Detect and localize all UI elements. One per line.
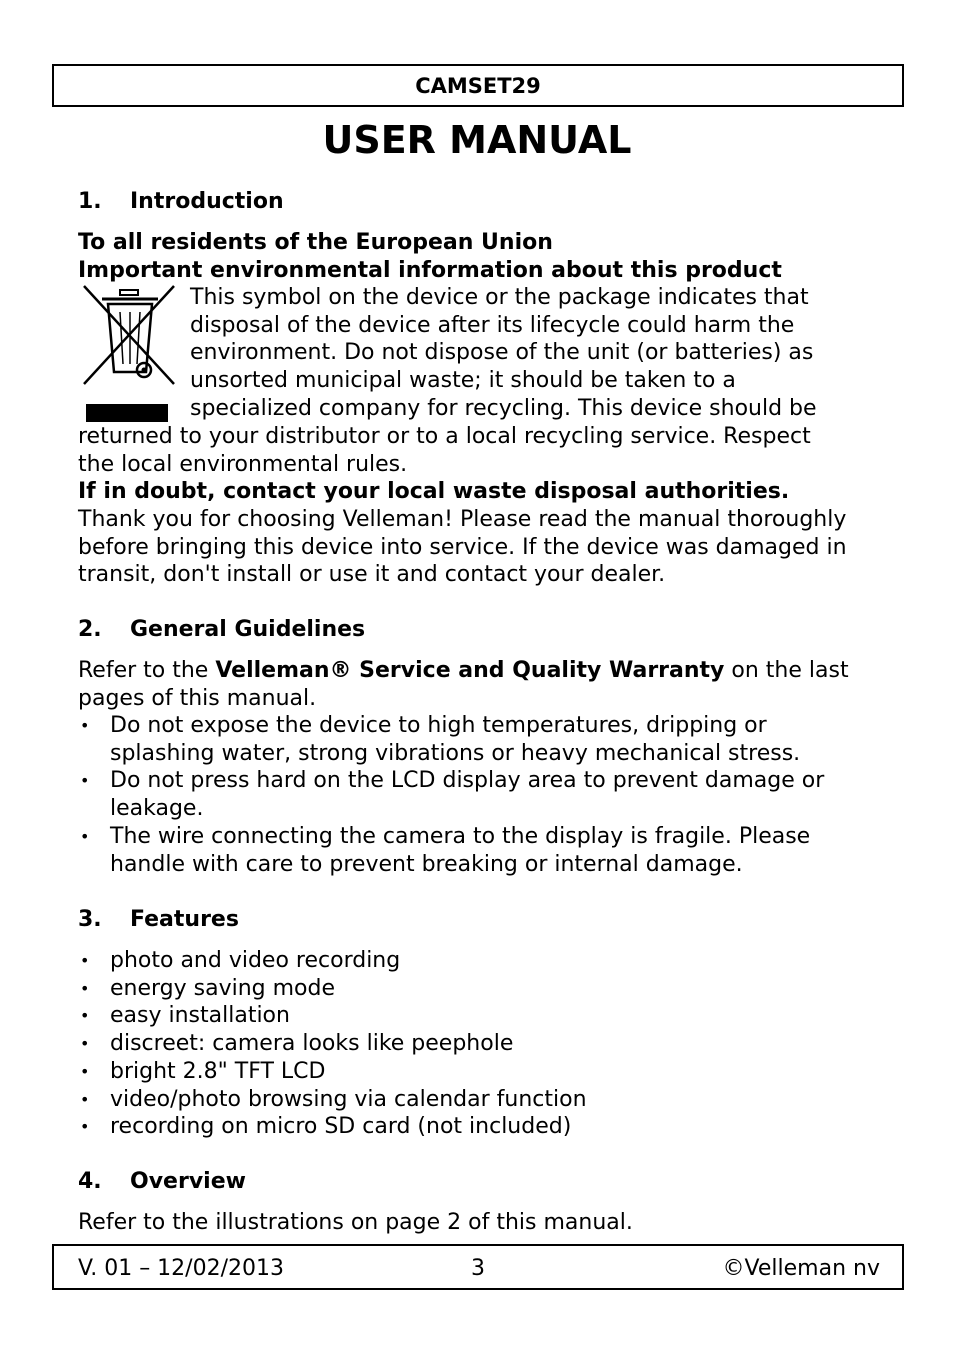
warranty-reference [78,657,849,685]
list-item [78,1030,587,1058]
eu-residents-line: To all residents of the European Union [78,230,553,255]
paragraph-line: unsorted municipal waste; it should be taken to a [190,368,736,394]
list-item-text: easy installation [110,1003,290,1029]
list-item-text: video/photo browsing via calendar function [110,1086,587,1112]
list-item [78,1002,587,1030]
section-heading-introduction [78,188,284,216]
section-number: 2. [78,617,102,642]
paragraph-line: the local environmental rules. [78,451,408,477]
list-item [78,947,587,975]
thanks-paragraph [78,506,847,589]
model-name: CAMSET29 [415,74,541,98]
list-item-text: discreet: camera looks like peephole [110,1031,514,1057]
list-item [78,1058,587,1086]
env-info-line: Important environmental information about this product [78,258,782,283]
paragraph-line: This symbol on the device or the package indicates that [190,285,809,310]
list-item-text: recording on micro SD card (not included) [110,1114,572,1140]
copyright: ©Velleman nv [722,1256,880,1281]
section-title: General Guidelines [130,617,366,642]
list-item [78,712,824,767]
paragraph-line: returned to your distributor or to a local recycling service. Respect [78,424,811,449]
waste-authorities-notice: If in doubt, contact your local waste disposal authorities. [78,479,790,504]
paragraph-line: Thank you for choosing Velleman! Please read the manual thoroughly [78,507,847,532]
bullet: • [80,716,90,735]
list-item [78,1086,587,1114]
bullet: • [80,1006,90,1026]
refer-text: on the last [724,658,849,683]
footer-box [52,1244,904,1290]
section-number: 1. [78,189,102,214]
section-heading-overview [78,1168,246,1196]
list-item-text: photo and video recording [110,948,401,973]
overview-text: Refer to the illustrations on page 2 of this manual. [78,1210,633,1235]
bullet: • [80,1061,90,1081]
list-item-line: handle with care to prevent breaking or internal damage. [110,851,743,877]
paragraph-line: before bringing this device into service. If the device was damaged in [78,534,847,560]
bullet: • [80,951,90,970]
list-item-line: The wire connecting the camera to the display is fragile. Please [110,823,811,849]
paragraph-line: specialized company for recycling. This device should be [190,395,817,421]
section-heading-general-guidelines [78,616,365,644]
list-item-line: Do not expose the device to high temperatures, dripping or [110,713,767,738]
header-box [52,64,904,107]
paragraph-line: disposal of the device after its lifecycle could harm the [190,312,795,338]
section-number: 4. [78,1169,102,1194]
refer-text: Refer to the [78,658,216,683]
list-item [78,1113,587,1141]
list-item [78,823,824,878]
list-item-line: Do not press hard on the LCD display area to prevent damage or [110,768,825,794]
bullet: • [80,1117,90,1137]
section-heading-features [78,906,239,934]
section-title: Features [130,907,239,932]
version-date: V. 01 – 12/02/2013 [78,1256,284,1281]
list-item-text: energy saving mode [110,975,336,1001]
paragraph-line: transit, don't install or use it and contact your dealer. [78,562,666,588]
bullet: • [80,1089,90,1109]
features-list [78,947,587,1141]
weee-paragraph-continued [78,423,811,478]
bullet: • [80,826,90,846]
bullet: • [80,771,90,791]
document-title: USER MANUAL [322,118,632,162]
section-title: Overview [130,1169,246,1194]
list-item-line: leakage. [110,796,204,822]
list-item-text: bright 2.8" TFT LCD [110,1058,326,1084]
page-number: 3 [471,1256,485,1281]
guidelines-list [78,712,824,878]
list-item [78,767,824,822]
weee-paragraph [190,284,817,423]
bullet: • [80,978,90,998]
paragraph-line: environment. Do not dispose of the unit (or batteries) as [190,340,814,366]
warranty-name: Velleman® Service and Quality Warranty [215,658,725,683]
weee-bin-icon [80,284,178,426]
bullet: • [80,1034,90,1054]
list-item-line: splashing water, strong vibrations or heavy mechanical stress. [110,740,801,766]
section-number: 3. [78,907,102,932]
section-title: Introduction [130,189,284,214]
warranty-reference-line2: pages of this manual. [78,686,317,711]
list-item [78,975,587,1003]
